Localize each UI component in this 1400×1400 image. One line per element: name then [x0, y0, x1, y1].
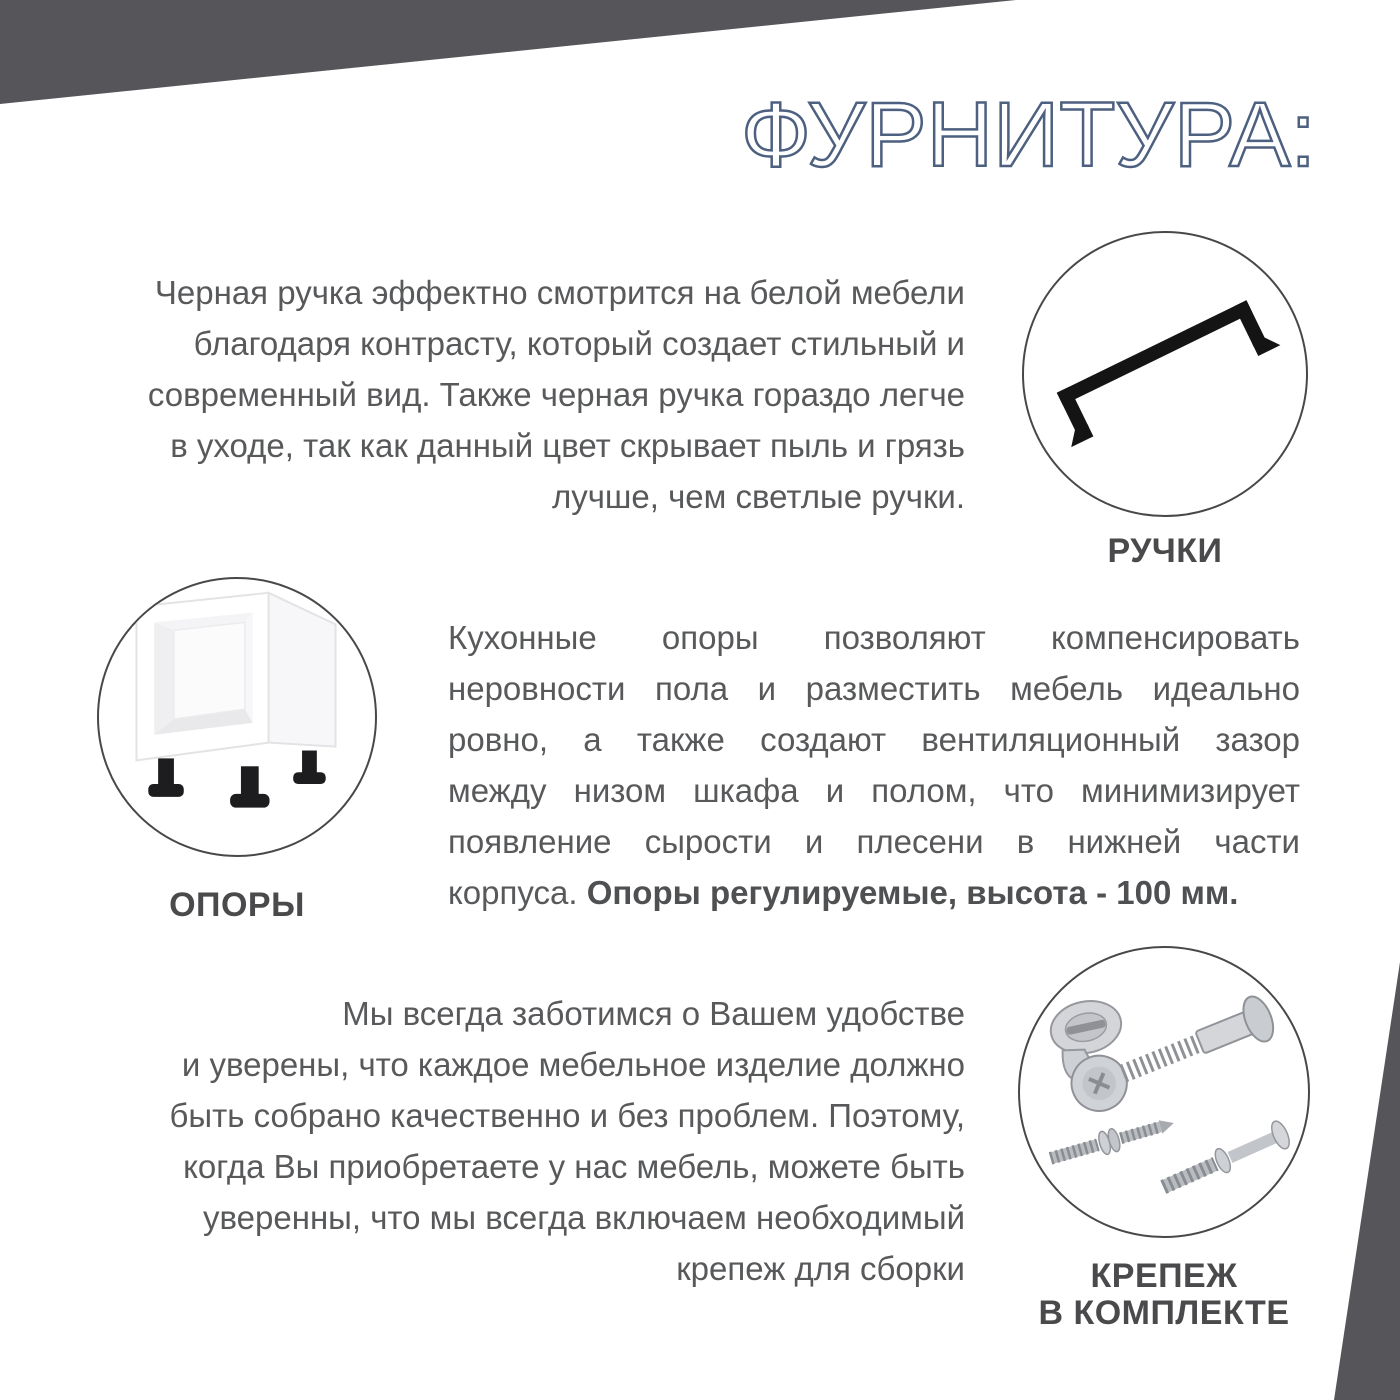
fasteners-caption-line2: В КОМПЛЕКТЕ	[1038, 1294, 1290, 1332]
paragraph-line: современный вид. Также черная ручка гораздо легче	[147, 376, 965, 413]
paragraph-line: неровности пола и разместить мебель идеально	[448, 670, 1300, 707]
handles-paragraph	[115, 267, 965, 522]
paragraph-text: корпуса.	[448, 874, 587, 911]
fasteners-caption-line1: КРЕПЕЖ	[1090, 1257, 1238, 1295]
supports-photo-circle	[97, 577, 377, 857]
supports-paragraph	[448, 612, 1300, 918]
paragraph-line: Черная ручка эффектно смотрится на белой мебели	[154, 274, 965, 311]
paragraph-line: появление сырости и плесени в нижней части	[448, 823, 1300, 860]
paragraph-line: Кухонные опоры позволяют компенсировать	[448, 619, 1300, 656]
fasteners-caption	[1018, 1258, 1310, 1332]
page-title-text: ФУРНИТУРА:	[741, 84, 1316, 186]
handles-photo-circle	[1022, 231, 1308, 517]
assembly-hardware-bolts-icon	[1020, 948, 1308, 1236]
paragraph-line: крепеж для сборки	[676, 1250, 965, 1287]
paragraph-bold-text: Опоры регулируемые, высота - 100 мм.	[586, 874, 1239, 911]
page-title	[670, 70, 1320, 195]
black-cabinet-handle-icon	[1024, 233, 1306, 515]
fasteners-photo-circle	[1018, 946, 1310, 1238]
fasteners-paragraph	[115, 988, 965, 1294]
supports-caption: ОПОРЫ	[169, 886, 305, 924]
paragraph-line: между низом шкафа и полом, что минимизирует	[448, 772, 1300, 809]
cabinet-with-adjustable-black-legs-icon	[99, 579, 375, 855]
paragraph-line: благодаря контрасту, который создает стильный и	[193, 325, 965, 362]
handles-caption: РУЧКИ	[1107, 532, 1223, 570]
paragraph-line: лучше, чем светлые ручки.	[551, 478, 965, 515]
paragraph-line: в уходе, так как данный цвет скрывает пыль и грязь	[170, 427, 965, 464]
paragraph-line: Мы всегда заботимся о Вашем удобстве	[342, 995, 965, 1032]
paragraph-line: когда Вы приобретаете у нас мебель, можете быть	[183, 1148, 965, 1185]
paragraph-line: и уверены, что каждое мебельное изделие должно	[181, 1046, 965, 1083]
bottom-right-corner-decoration	[1334, 962, 1400, 1400]
paragraph-line	[448, 867, 1300, 918]
paragraph-line: уверенны, что мы всегда включаем необходимый	[203, 1199, 965, 1236]
paragraph-line: ровно, а также создают вентиляционный зазор	[448, 721, 1300, 758]
paragraph-line: быть собрано качественно и без проблем. Поэтому,	[169, 1097, 965, 1134]
